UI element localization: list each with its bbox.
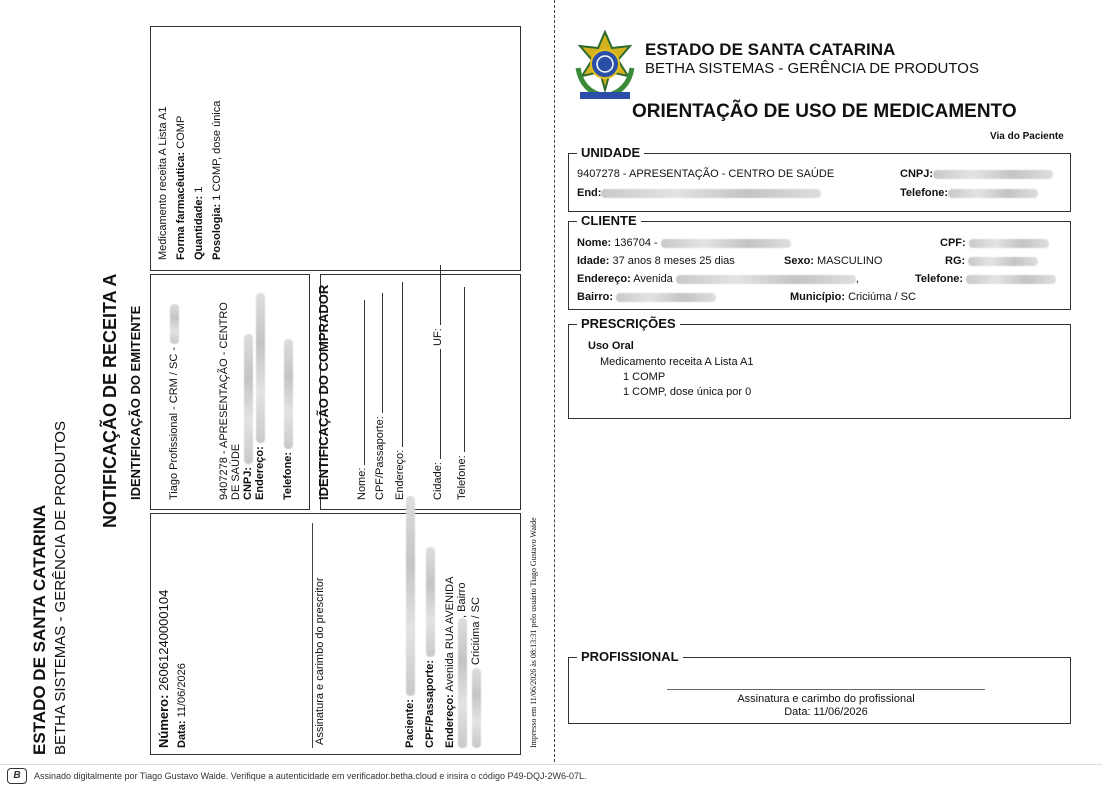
client-city: Município: Criciúma / SC bbox=[790, 291, 916, 303]
buyer-address: Endereço: bbox=[394, 282, 406, 500]
buyer-cpf: CPF/Passaporte: bbox=[374, 293, 386, 500]
left-state-title: ESTADO DE SANTA CATARINA bbox=[30, 504, 49, 755]
buyer-city: Cidade: UF: bbox=[432, 265, 444, 500]
client-rg: RG: bbox=[945, 255, 1038, 267]
patient-address: Endereço: Avenida RUA AVENIDA bbox=[444, 576, 456, 748]
patient-city: Criciúma / SC bbox=[470, 597, 482, 748]
buyer-heading: IDENTIFICAÇÃO DO COMPRADOR bbox=[316, 284, 331, 500]
client-cpf: CPF: bbox=[940, 237, 1049, 249]
cut-line bbox=[554, 0, 555, 762]
betha-badge-icon: B bbox=[7, 768, 27, 784]
prescriber-signature: Assinatura e carimbo do prescritor bbox=[314, 577, 326, 745]
right-subtitle: BETHA SISTEMAS - GERÊNCIA DE PRODUTOS bbox=[645, 60, 979, 77]
right-state-title: ESTADO DE SANTA CATARINA bbox=[645, 40, 896, 59]
unit-legend: UNIDADE bbox=[577, 145, 644, 160]
unit-cnpj: CNPJ: bbox=[900, 168, 1053, 180]
professional-signature: Assinatura e carimbo do profissional bbox=[737, 693, 915, 705]
patient-address-2: , Bairro bbox=[456, 583, 468, 748]
prescription-dosage: 1 COMP, dose única por 0 bbox=[623, 386, 752, 398]
footer-text: Assinado digitalmente por Tiago Gustavo Waide. Verifique a autenticidade em verificador.betha.cloud e insira o código P49-DQJ-2W6-07L. bbox=[34, 771, 587, 781]
right-doc-title: ORIENTAÇÃO DE USO DE MEDICAMENTO bbox=[632, 101, 1017, 122]
medication-qty: Quantidade: 1 bbox=[193, 186, 205, 260]
copy-label: Via do Paciente bbox=[990, 131, 1064, 142]
patient-cpf: CPF/Passaporte: bbox=[424, 547, 436, 748]
prescriber-signature-line bbox=[312, 523, 313, 748]
prescriptions-legend: PRESCRIÇÕES bbox=[577, 316, 680, 331]
emitter-professional: Tiago Profissional - CRM / SC - bbox=[168, 304, 180, 500]
unit-phone: Telefone: bbox=[900, 187, 1038, 199]
coat-of-arms-icon bbox=[572, 30, 638, 102]
buyer-name: Nome: bbox=[356, 300, 368, 500]
client-name: Nome: 136704 - bbox=[577, 237, 791, 249]
issue-date: Data: 11/06/2026 bbox=[176, 663, 188, 748]
medication-box bbox=[150, 26, 521, 271]
prescription-medicine: Medicamento receita A Lista A1 bbox=[600, 356, 754, 368]
emitter-phone: Telefone: bbox=[282, 339, 294, 500]
client-age: Idade: 37 anos 8 meses 25 dias bbox=[577, 255, 735, 267]
unit-name: 9407278 - APRESENTAÇÃO - CENTRO DE SAÚDE bbox=[577, 168, 835, 180]
number: Número: 26061240000104 bbox=[156, 589, 171, 748]
emitter-heading: IDENTIFICAÇÃO DO EMITENTE bbox=[128, 305, 143, 500]
medication-name: Medicamento receita A Lista A1 bbox=[157, 106, 169, 260]
professional-date: Data: 11/06/2026 bbox=[784, 706, 868, 718]
client-address: Endereço: Avenida , bbox=[577, 273, 859, 285]
digital-signature-footer bbox=[0, 764, 1102, 788]
left-notification-title: NOTIFICAÇÃO DE RECEITA A bbox=[100, 273, 120, 528]
emitter-cnpj: CNPJ: bbox=[242, 334, 254, 500]
client-sex: Sexo: MASCULINO bbox=[784, 255, 883, 267]
emitter-unit-2: DE SAÚDE bbox=[230, 443, 242, 500]
emitter-unit: 9407278 - APRESENTAÇÃO - CENTRO bbox=[218, 302, 230, 500]
medication-form: Forma farmacêutica: COMP bbox=[175, 115, 187, 260]
professional-legend: PROFISSIONAL bbox=[577, 649, 683, 664]
buyer-box bbox=[320, 274, 521, 510]
unit-end: End: bbox=[577, 187, 821, 199]
printed-note: Impresso em 11/06/2026 às 08:13:31 pelo usuário Tiago Gustavo Waide bbox=[529, 517, 538, 748]
prescription-route: Uso Oral bbox=[588, 340, 634, 352]
emitter-address: Endereço: bbox=[254, 293, 266, 500]
medication-dosage: Posologia: 1 COMP, dose única bbox=[211, 100, 223, 260]
prescription-qty: 1 COMP bbox=[623, 371, 666, 383]
client-legend: CLIENTE bbox=[577, 213, 641, 228]
client-bairro: Bairro: bbox=[577, 291, 716, 303]
left-subtitle: BETHA SISTEMAS - GERÊNCIA DE PRODUTOS bbox=[52, 421, 69, 755]
unit-section bbox=[568, 145, 1071, 212]
buyer-phone: Telefone: bbox=[456, 287, 468, 500]
client-phone: Telefone: bbox=[915, 273, 1056, 285]
patient-name: Paciente: bbox=[404, 496, 416, 748]
professional-signature-line bbox=[667, 689, 985, 690]
